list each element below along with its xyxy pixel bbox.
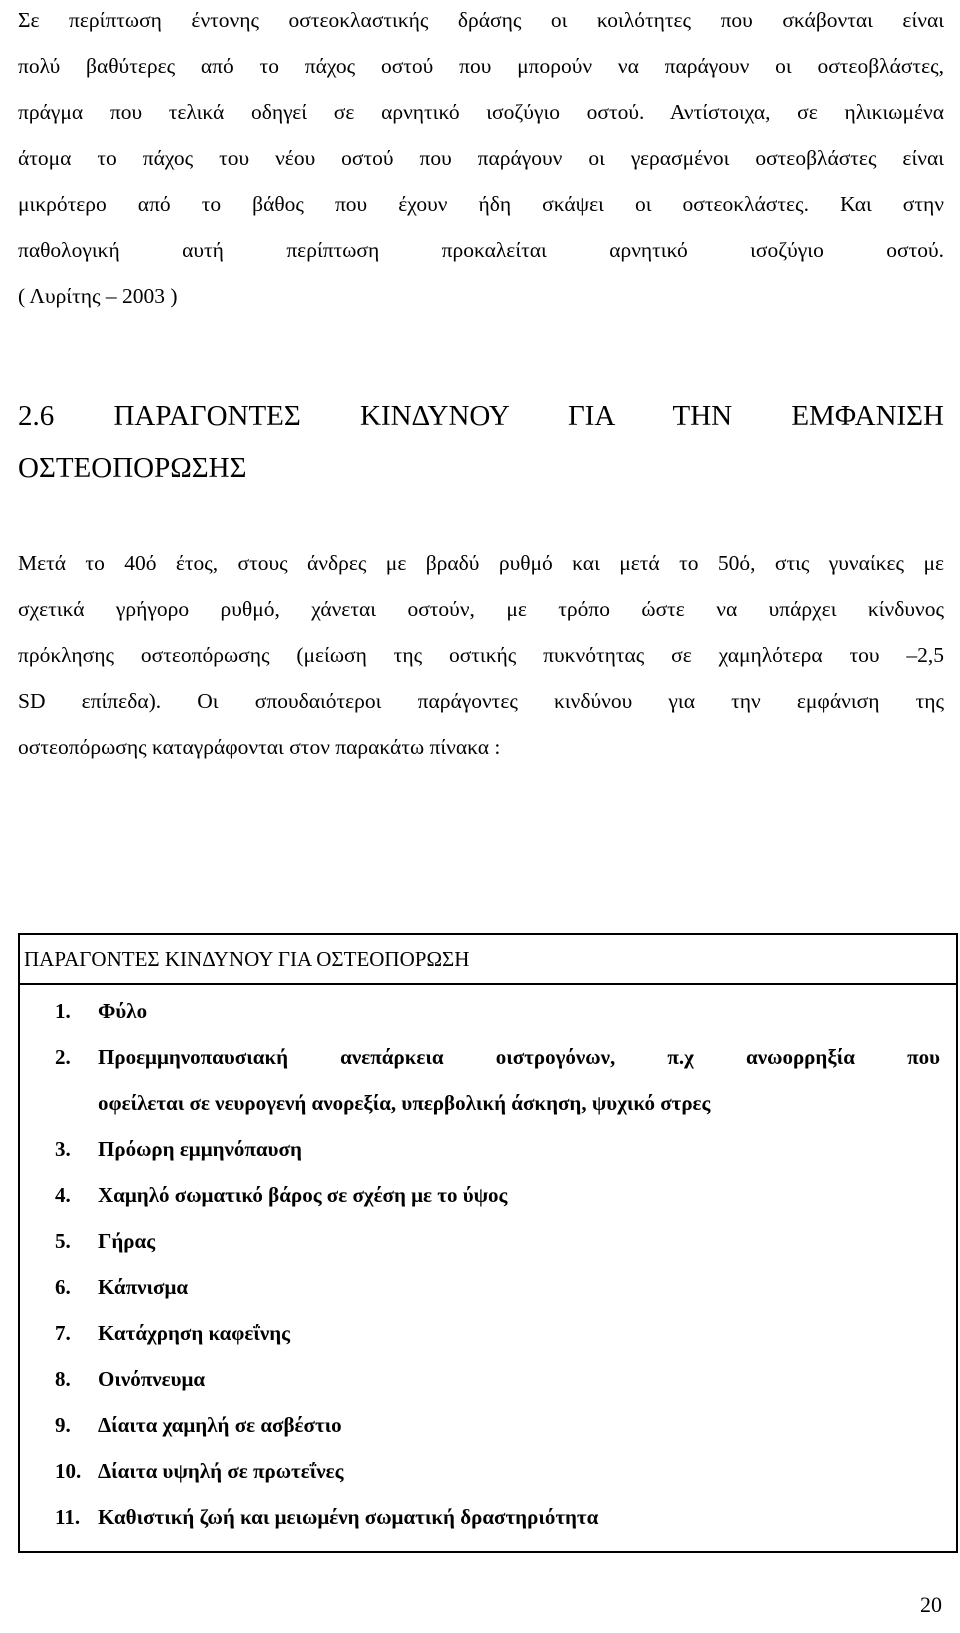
table-title-divider [18, 983, 958, 985]
list-item [20, 1034, 940, 1126]
list-item-text: Καθιστική ζωή και μειωμένη σωματική δραστηριότητα [98, 1505, 599, 1529]
list-item [20, 988, 940, 1034]
list-item-text: Κατάχρηση καφεΐνης [98, 1321, 291, 1345]
list-item-number: 11. [55, 1505, 81, 1529]
paragraph-line: πολύ βαθύτερες από το πάχος οστού που μπορούν να παράγουν οι οστεοβλάστες, [18, 54, 944, 78]
list-item-text: Οινόπνευμα [98, 1367, 206, 1391]
paragraph-line: Σε περίπτωση έντονης οστεοκλαστικής δράσης οι κοιλότητες που σκάβονται είναι [18, 8, 944, 32]
list-item-text: Χαμηλό σωματικό βάρος σε σχέση με το ύψος [98, 1183, 508, 1207]
paragraph-line: SD επίπεδα). Οι σπουδαιότεροι παράγοντες κινδύνου για την εμφάνιση της [18, 689, 944, 713]
page-number: 20 [920, 1592, 942, 1617]
list-item [20, 1356, 940, 1402]
list-item-number: 1. [55, 999, 71, 1023]
list-item-text: Προεμμηνοπαυσιακή ανεπάρκεια οιστρογόνων, π.χ ανωορρηξία που [98, 1045, 940, 1069]
paragraph-line: άτομα το πάχος του νέου οστού που παράγουν οι γερασμένοι οστεοβλάστες είναι [18, 146, 944, 170]
list-item-text: Δίαιτα χαμηλή σε ασβέστιο [98, 1413, 342, 1437]
risk-factors-list [20, 988, 940, 1540]
list-item-number: 7. [55, 1321, 71, 1345]
list-item-number: 6. [55, 1275, 71, 1299]
list-item-text: Φύλο [98, 999, 148, 1023]
list-item-number: 4. [55, 1183, 71, 1207]
list-item-number: 5. [55, 1229, 71, 1253]
citation-line: ( Λυρίτης – 2003 ) [18, 284, 178, 308]
list-item-number: 10. [55, 1459, 82, 1483]
list-item-number: 2. [55, 1045, 71, 1069]
paragraph-line: πράγμα που τελικά οδηγεί σε αρνητικό ισοζύγιο οστού. Αντίστοιχα, σε ηλικιωμένα [18, 100, 944, 124]
risk-factors-table [18, 933, 958, 1553]
list-item [20, 1310, 940, 1356]
paragraph-line: παθολογική αυτή περίπτωση προκαλείται αρνητικό ισοζύγιο οστού. [18, 238, 944, 262]
section-paragraph [18, 540, 944, 770]
table-title: ΠΑΡΑΓΟΝΤΕΣ ΚΙΝΔΥΝΟΥ ΓΙΑ ΟΣΤΕΟΠΟΡΩΣΗ [24, 947, 470, 971]
list-item-text: Δίαιτα υψηλή σε πρωτεΐνες [98, 1459, 344, 1483]
heading-line: ΟΣΤΕΟΠΟΡΩΣΗΣ [18, 452, 247, 484]
list-item [20, 1494, 940, 1540]
list-item [20, 1172, 940, 1218]
heading-line: 2.6 ΠΑΡΑΓΟΝΤΕΣ ΚΙΝΔΥΝΟΥ ΓΙΑ ΤΗΝ ΕΜΦΑΝΙΣΗ [18, 400, 944, 432]
paragraph-line: μικρότερο από το βάθος που έχουν ήδη σκάψει οι οστεοκλάστες. Και στην [18, 192, 944, 216]
list-item-text: Γήρας [98, 1229, 156, 1253]
paragraph-line: Μετά το 40ό έτος, στους άνδρες με βραδύ ρυθμό και μετά το 50ό, στις γυναίκες με [18, 551, 944, 575]
section-heading [18, 390, 944, 494]
list-item [20, 1126, 940, 1172]
list-item-text: Πρόωρη εμμηνόπαυση [98, 1137, 302, 1161]
list-item-number: 8. [55, 1367, 71, 1391]
list-item-number: 9. [55, 1413, 71, 1437]
intro-paragraph [18, 0, 944, 319]
list-item [20, 1218, 940, 1264]
paragraph-line: οστεοπόρωσης καταγράφονται στον παρακάτω πίνακα : [18, 735, 501, 759]
list-item [20, 1448, 940, 1494]
list-item [20, 1264, 940, 1310]
paragraph-line: πρόκλησης οστεοπόρωσης (μείωση της οστικής πυκνότητας σε χαμηλότερα του –2,5 [18, 643, 944, 667]
list-item-number: 3. [55, 1137, 71, 1161]
list-item [20, 1402, 940, 1448]
paragraph-line: σχετικά γρήγορο ρυθμό, χάνεται οστούν, με τρόπο ώστε να υπάρχει κίνδυνος [18, 597, 944, 621]
list-item-text: Κάπνισμα [98, 1275, 189, 1299]
list-item-text: οφείλεται σε νευρογενή ανορεξία, υπερβολική άσκηση, ψυχικό στρες [98, 1091, 711, 1115]
